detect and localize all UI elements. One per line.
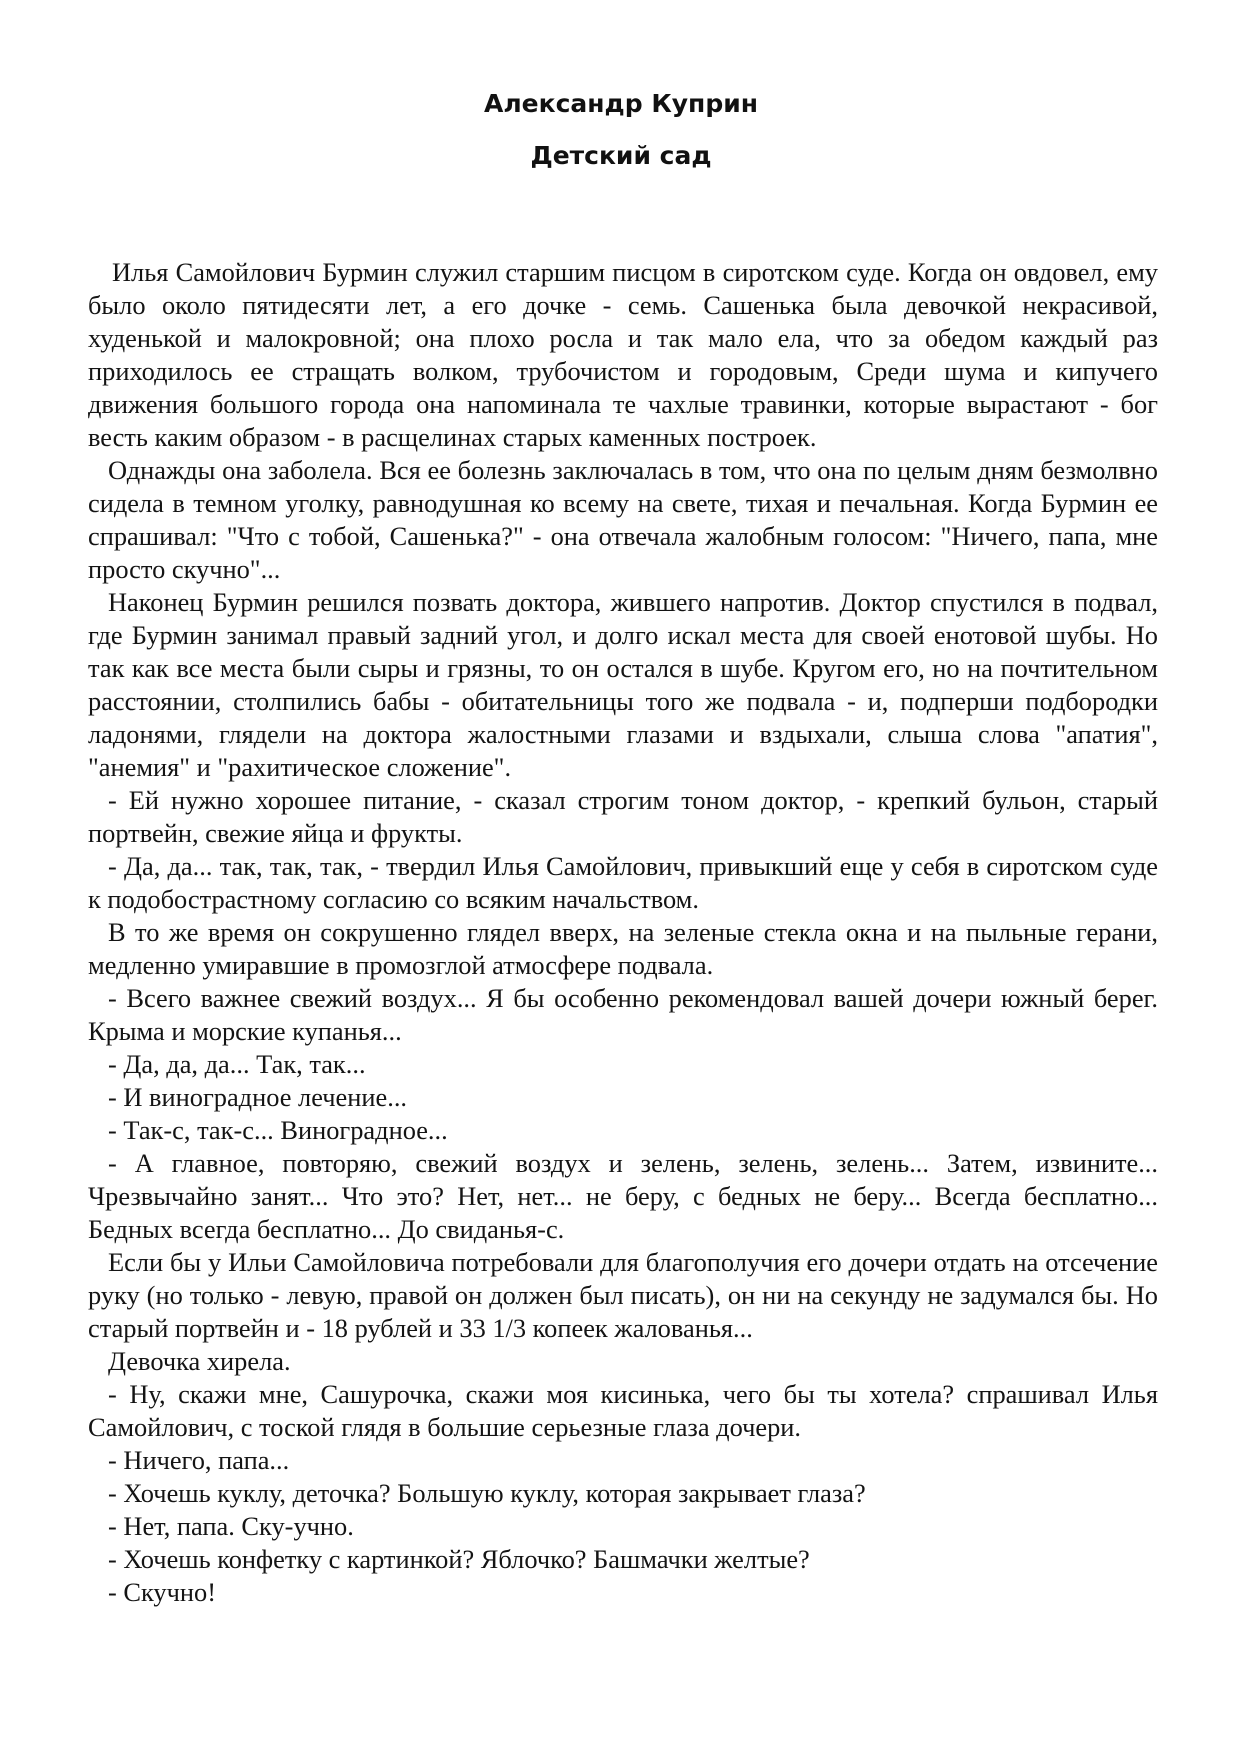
author-name: Александр Куприн	[483, 89, 759, 118]
dialogue-line: - Так-с, так-с... Виноградное...	[108, 1115, 448, 1145]
dialogue-line: - А главное, повторяю, свежий воздух и зелень, зелень, зелень... Затем, извините... Чрезвычайно занят... Что это? Нет, нет... не беру, с бедных не беру... Всегда бесплатно... Бедных всегда бесплатно... До свиданья-с.	[88, 1148, 1158, 1244]
story-text	[88, 256, 1158, 1609]
dialogue-line: - Нет, папа. Ску-учно.	[108, 1511, 354, 1541]
dialogue-line: - Ей нужно хорошее питание, - сказал строгим тоном доктор, - крепкий бульон, старый портвейн, свежие яйца и фрукты.	[88, 785, 1158, 848]
story-title: Детский сад	[530, 141, 712, 170]
dialogue-line: - Да, да... так, так, так, - твердил Илья Самойлович, привыкший еще у себя в сиротском суде к подобострастному согласию со всяким начальством.	[88, 851, 1158, 914]
dialogue-line: - Всего важнее свежий воздух... Я бы особенно рекомендовал вашей дочери южный берег. Крыма и морские купанья...	[88, 983, 1158, 1046]
paragraph: Если бы у Ильи Самойловича потребовали для благополучия его дочери отдать на отсечение руку (но только - левую, правой он должен был писать), он ни на секунду не задумался бы. Но старый портвейн и - 18 рублей и 33 1/3 копеек жалованья...	[88, 1247, 1158, 1343]
dialogue-line: - Хочешь конфетку с картинкой? Яблочко? Башмачки желтые?	[108, 1544, 810, 1574]
paragraph: Девочка хирела.	[108, 1346, 291, 1376]
paragraph: Однажды она заболела. Вся ее болезнь заключалась в том, что она по целым дням безмолвно сидела в темном уголку, равнодушная ко всему на свете, тихая и печальная. Когда Бурмин ее спрашивал: "Что с тобой, Сашенька?" - она отвечала жалобным голосом: "Ничего, папа, мне просто скучно"...	[88, 455, 1158, 584]
dialogue-line: - Скучно!	[108, 1577, 217, 1607]
paragraph: В то же время он сокрушенно глядел вверх, на зеленые стекла окна и на пыльные герани, медленно умиравшие в промозглой атмосфере подвала.	[88, 917, 1158, 980]
paragraph: Наконец Бурмин решился позвать доктора, жившего напротив. Доктор спустился в подвал, где Бурмин занимал правый задний угол, и долго искал места для своей енотовой шубы. Но так как все места были сыры и грязны, то он остался в шубе. Кругом его, но на почтительном расстоянии, столпились бабы - обитательницы того же подвала - и, подперши подбородки ладонями, глядели на доктора жалостными глазами и вздыхали, слыша слова "апатия", "анемия" и "рахитическое сложение".	[88, 587, 1158, 782]
dialogue-line: - Да, да, да... Так, так...	[108, 1049, 366, 1079]
dialogue-line: - Ну, скажи мне, Сашурочка, скажи моя кисинька, чего бы ты хотела? спрашивал Илья Самойлович, с тоской глядя в большие серьезные глаза дочери.	[88, 1379, 1158, 1442]
dialogue-line: - И виноградное лечение...	[108, 1082, 408, 1112]
dialogue-line: - Хочешь куклу, деточка? Большую куклу, которая закрывает глаза?	[108, 1478, 866, 1508]
paragraph: Илья Самойлович Бурмин служил старшим писцом в сиротском суде. Когда он овдовел, ему было около пятидесяти лет, а его дочке - семь. Сашенька была девочкой некрасивой, худенькой и малокровной; она плохо росла и так мало ела, что за обедом каждый раз приходилось ее стращать волком, трубочистом и городовым, Среди шума и кипучего движения большого города она напоминала те чахлые травинки, которые вырастают - бог весть каким образом - в расщелинах старых каменных построек.	[88, 257, 1158, 452]
dialogue-line: - Ничего, папа...	[108, 1445, 290, 1475]
